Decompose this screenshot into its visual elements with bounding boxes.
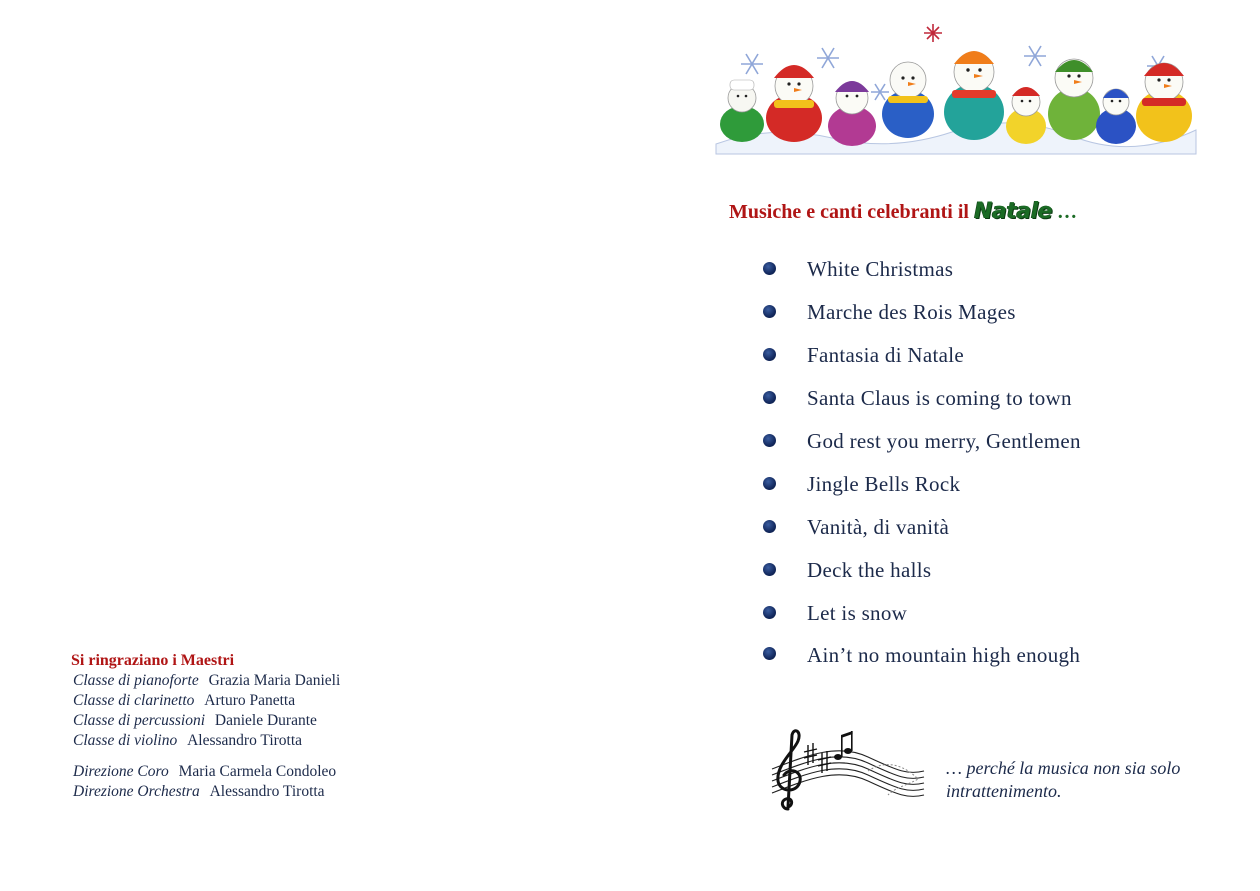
motto-line-2: intrattenimento. bbox=[946, 781, 1062, 801]
song-title: Santa Claus is coming to town bbox=[807, 386, 1072, 410]
section-gap bbox=[71, 751, 491, 762]
teacher-row bbox=[71, 691, 491, 711]
bullet-icon bbox=[763, 520, 776, 533]
song-title: Deck the halls bbox=[807, 558, 932, 582]
director-row bbox=[71, 782, 491, 802]
song-title: Marche des Rois Mages bbox=[807, 300, 1016, 324]
thanks-section bbox=[71, 651, 491, 802]
song-title: Vanità, di vanità bbox=[807, 515, 950, 539]
bullet-icon bbox=[763, 477, 776, 490]
song-title: White Christmas bbox=[807, 257, 954, 281]
director-name: Alessandro Tirotta bbox=[209, 783, 325, 800]
bullet-icon bbox=[763, 647, 776, 660]
song-title: God rest you merry, Gentlemen bbox=[807, 429, 1081, 453]
list-item bbox=[760, 334, 1081, 377]
teacher-row bbox=[71, 711, 491, 731]
list-item bbox=[760, 463, 1081, 506]
bullet-icon bbox=[763, 348, 776, 361]
bullet-icon bbox=[763, 305, 776, 318]
list-item bbox=[760, 291, 1081, 334]
bullet-icon bbox=[763, 563, 776, 576]
director-role: Direzione Orchestra bbox=[73, 783, 200, 800]
teacher-role: Classe di percussioni bbox=[73, 712, 206, 729]
teacher-role: Classe di pianoforte bbox=[73, 672, 199, 689]
song-list bbox=[760, 248, 1081, 675]
song-title: Let is snow bbox=[807, 601, 908, 625]
bullet-icon bbox=[763, 606, 776, 619]
teacher-name: Alessandro Tirotta bbox=[187, 732, 303, 749]
teacher-row bbox=[71, 731, 491, 751]
bullet-icon bbox=[763, 434, 776, 447]
director-name: Maria Carmela Condoleo bbox=[178, 763, 337, 780]
teacher-name: Grazia Maria Danieli bbox=[208, 672, 341, 689]
teacher-row bbox=[71, 671, 491, 691]
director-row bbox=[71, 762, 491, 782]
motto-text bbox=[946, 757, 1216, 803]
program-title-suffix: … bbox=[1052, 201, 1078, 223]
teacher-name: Arturo Panetta bbox=[204, 692, 296, 709]
list-item bbox=[760, 592, 1081, 635]
teacher-name: Daniele Durante bbox=[214, 712, 317, 729]
teacher-role: Classe di clarinetto bbox=[73, 692, 195, 709]
song-title: Jingle Bells Rock bbox=[807, 472, 961, 496]
list-item bbox=[760, 506, 1081, 549]
list-item bbox=[760, 248, 1081, 291]
music-staff-icon bbox=[768, 725, 928, 815]
list-item bbox=[760, 420, 1081, 463]
teacher-role: Classe di violino bbox=[73, 732, 178, 749]
snowmen-banner-image bbox=[712, 16, 1200, 156]
thanks-heading: Si ringraziano i Maestri bbox=[71, 652, 235, 669]
bullet-icon bbox=[763, 262, 776, 275]
list-item bbox=[760, 549, 1081, 592]
song-title: Fantasia di Natale bbox=[807, 343, 965, 367]
program-title-prefix: Musiche e canti celebranti il bbox=[729, 201, 969, 223]
motto-line-1: … perché la musica non sia solo bbox=[946, 758, 1181, 778]
song-title: Ain’t no mountain high enough bbox=[807, 643, 1081, 667]
list-item bbox=[760, 635, 1081, 675]
bullet-icon bbox=[763, 391, 776, 404]
list-item bbox=[760, 377, 1081, 420]
director-role: Direzione Coro bbox=[73, 763, 169, 780]
program-title bbox=[729, 199, 1077, 224]
program-title-highlight: Natale bbox=[973, 199, 1053, 224]
